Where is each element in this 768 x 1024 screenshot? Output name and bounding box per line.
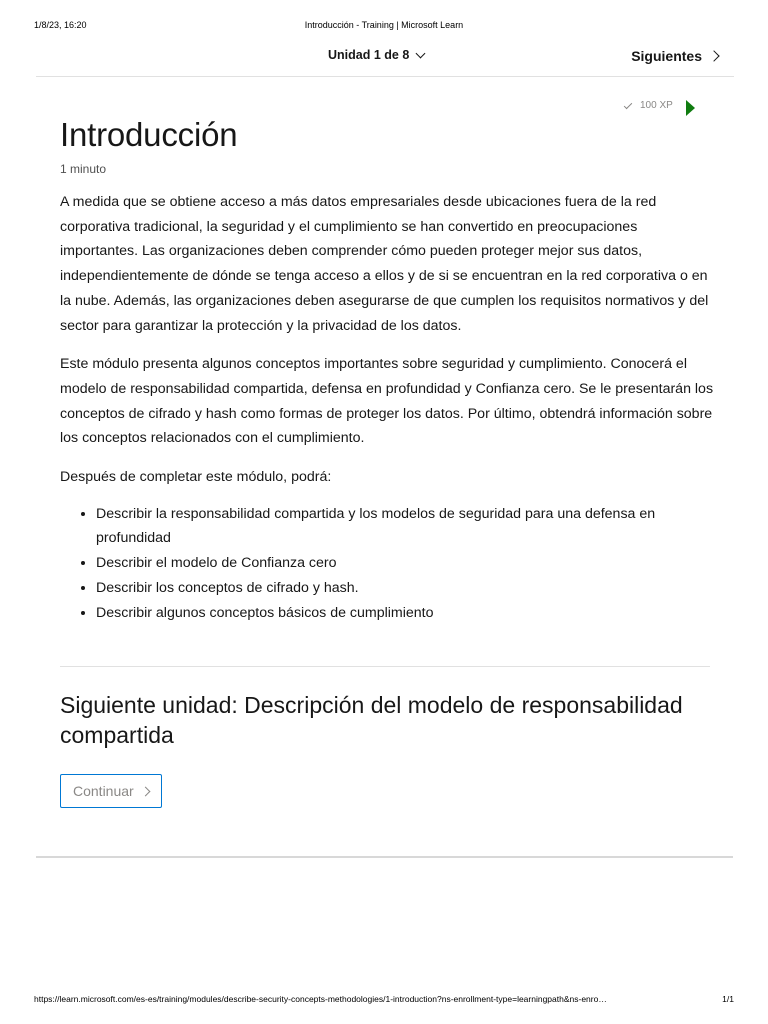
- print-header: [0, 0, 768, 40]
- section-divider: [60, 666, 710, 667]
- next-unit-heading: Siguiente unidad: Descripción del modelo de responsabilidad compartida: [60, 692, 683, 748]
- objectives-list: [60, 502, 716, 626]
- print-page-number: 1/1: [722, 994, 734, 1004]
- unit-dropdown-label: Unidad 1 de 8: [328, 48, 410, 62]
- page-bottom-divider: [36, 856, 733, 858]
- check-icon: [624, 100, 632, 108]
- intro-paragraph: A medida que se obtiene acceso a más datos empresariales desde ubicaciones fuera de la red corporativa tradicional, la seguridad y el cumplimiento se han convertido en preocupaciones importantes. Las organizaciones deben comprender cómo pueden proteger mejor sus datos, independientemente de dónde se tenga acceso a ellos y de si se encuentran en la red corporativa o en la nube. Además, las organizaciones deben asegurarse de que cumplen los requisitos normativos y del sector para garantizar la protección y la privacidad de los datos.: [60, 194, 709, 334]
- module-paragraph: Este módulo presenta algunos conceptos importantes sobre seguridad y cumplimiento. Conocerá el modelo de responsabilidad compartida, defensa en profundidad y Confianza cero. Se le presentarán los conceptos de cifrado y hash como formas de proteger los datos. Por último, obtendrá información sobre los conceptos relacionados con el cumplimiento.: [60, 356, 714, 447]
- print-page-title: Introducción - Training | Microsoft Learn: [304, 20, 464, 30]
- print-datetime: 1/8/23, 16:20: [34, 20, 87, 30]
- unit-navigation-bar: [36, 44, 734, 77]
- play-icon[interactable]: [686, 100, 695, 116]
- next-link-label: Siguientes: [631, 48, 702, 64]
- next-unit-link[interactable]: [631, 48, 718, 64]
- list-item: • Describir los conceptos de cifrado y hash.: [96, 576, 716, 601]
- unit-content: [60, 116, 716, 625]
- objectives-intro: Después de completar este módulo, podrá:: [60, 469, 332, 486]
- unit-dropdown[interactable]: [328, 48, 424, 62]
- continue-button-label: Continuar: [73, 783, 134, 799]
- chevron-right-icon: [140, 786, 150, 796]
- print-url: https://learn.microsoft.com/es-es/training/modules/describe-security-concepts-methodologies/1-introduction?ns-enrollment-type=learningpath&ns-enro…: [34, 994, 607, 1004]
- page-title: Introducción: [60, 116, 238, 153]
- list-item: • Describir el modelo de Confianza cero: [96, 551, 716, 576]
- chevron-right-icon: [708, 50, 719, 61]
- xp-badge: [624, 100, 673, 111]
- xp-label: 100 XP: [640, 100, 673, 111]
- continue-button[interactable]: [60, 774, 162, 808]
- list-item: • Describir algunos conceptos básicos de cumplimiento: [96, 601, 716, 626]
- duration-label: 1 minuto: [60, 162, 107, 176]
- list-item: • Describir la responsabilidad compartida y los modelos de seguridad para una defensa en profundidad: [96, 502, 716, 551]
- chevron-down-icon: [416, 48, 426, 58]
